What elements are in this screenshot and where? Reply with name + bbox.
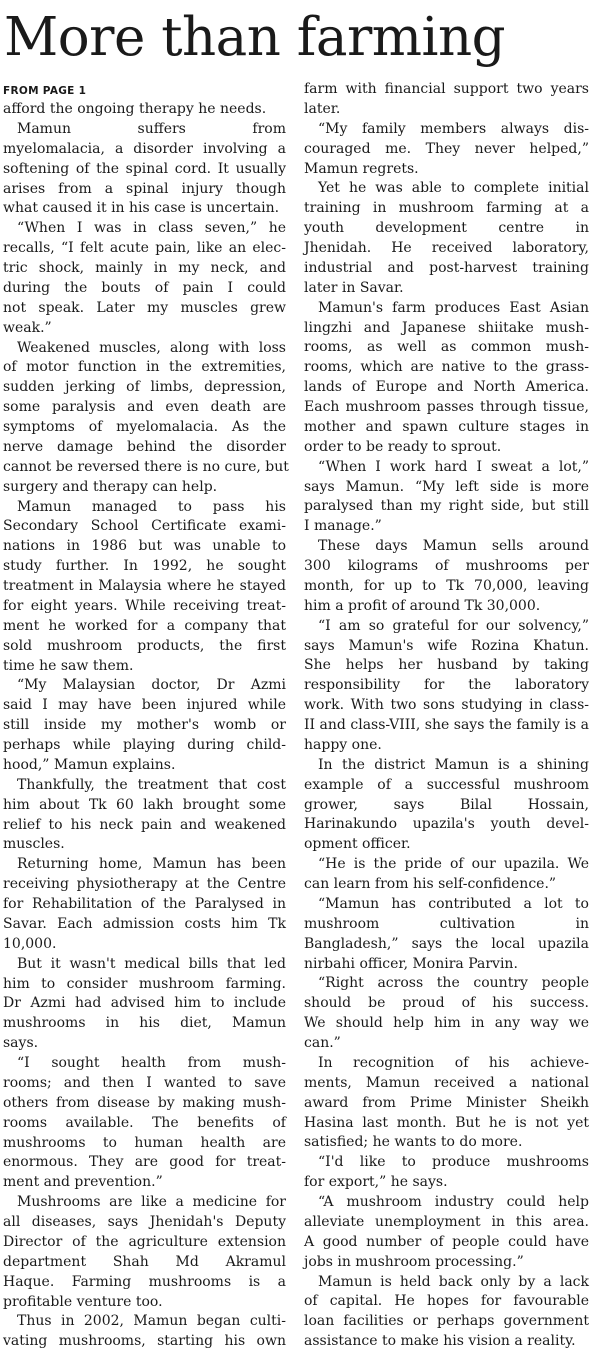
text-line: lands of Europe and North America. [304, 379, 589, 396]
text-line: grower, says Bilal Hossain, [304, 796, 589, 813]
text-line: Harinakundo upazila's youth devel- [304, 816, 589, 833]
text-line: “When I work hard I sweat a lot,” [318, 458, 589, 475]
text-line: sudden jerking of limbs, depression, [3, 379, 286, 396]
text-line: “He is the pride of our upazila. We [318, 856, 589, 873]
text-line: myelomalacia, a disorder involving a [3, 140, 286, 157]
text-line: surgery and therapy can help. [3, 478, 218, 495]
text-line: treatment in Malaysia where he stayed [3, 578, 286, 594]
text-line: paralysed than my right side, but still [304, 498, 589, 515]
text-line: enormous. They are good for treat- [3, 1154, 286, 1171]
text-line: In the district Mamun is a shining [318, 756, 589, 773]
text-line: Bangladesh,” says the local upazila [304, 935, 589, 952]
text-line: sold mushroom products, the first [3, 637, 286, 654]
text-line: what caused it in his case is uncertain. [3, 200, 280, 217]
text-line: Dr Azmi had advised him to include [3, 995, 286, 1012]
text-line: work. With two sons studying in class- [304, 697, 589, 714]
continuation-kicker: FROM PAGE 1 [3, 85, 87, 97]
text-line: opment officer. [304, 836, 411, 853]
text-line: Haque. Farming mushrooms is a [3, 1273, 286, 1290]
text-line: assistance to make his vision a reality. [304, 1333, 576, 1350]
text-line: perhaps while playing during child- [3, 737, 286, 753]
text-line: ment and prevention.” [3, 1174, 163, 1191]
text-line: “When I was in class seven,” he [17, 220, 286, 237]
text-line: him about Tk 60 lakh brought some [3, 796, 286, 813]
text-line: recalls, “I felt acute pain, like an elec- [3, 240, 286, 257]
text-line: Yet he was able to complete initial [318, 180, 589, 197]
text-line: softening of the spinal cord. It usually [3, 160, 286, 177]
text-line: for eight years. While receiving treat- [3, 597, 286, 614]
text-line: muscles. [3, 836, 65, 853]
text-line: said I may have been injured while [3, 697, 286, 714]
text-line: mushroom cultivation in [304, 915, 589, 932]
text-line: couraged me. They never helped,” [304, 140, 589, 157]
text-line: all diseases, says Jhenidah's Deputy [3, 1214, 286, 1230]
text-line: weak.” [3, 319, 52, 336]
text-line: But it wasn't medical bills that led [17, 955, 286, 972]
text-line: These days Mamun sells around [318, 538, 589, 555]
article-column-right [304, 80, 589, 1352]
text-line: responsibility for the laboratory [304, 677, 589, 694]
text-line: jobs in mushroom processing.” [304, 1253, 524, 1270]
text-line: for Rehabilitation of the Paralysed in [3, 896, 286, 912]
text-line: 10,000. [3, 935, 57, 952]
article-column-left [3, 80, 289, 1352]
text-line: mushrooms to human health are [3, 1134, 286, 1151]
text-line: month, for up to Tk 70,000, leaving [304, 577, 589, 594]
text-line: nations in 1986 but was unable to [3, 538, 286, 555]
text-line: others from disease by making mush- [3, 1094, 286, 1111]
text-line: some paralysis and even death are [3, 399, 286, 416]
text-line: award from Prime Minister Sheikh [304, 1094, 589, 1111]
text-line: arises from a spinal injury though [3, 180, 286, 197]
text-line: A good number of people could have [304, 1233, 589, 1250]
text-line: can.” [304, 1035, 341, 1051]
text-line: rooms, as well as common mush- [304, 339, 589, 356]
text-line: says Mamun. “My left side is more [304, 478, 589, 495]
text-line: industrial and post-harvest training [304, 259, 589, 276]
text-line: Director of the agriculture extension [3, 1233, 286, 1250]
text-line: afford the ongoing therapy he needs. [3, 101, 267, 117]
text-line: Thus in 2002, Mamun began culti- [17, 1313, 286, 1330]
text-line: hood,” Mamun explains. [3, 756, 176, 773]
text-line: example of a successful mushroom [304, 776, 589, 793]
text-line: youth development centre in [304, 220, 589, 237]
text-line: later. [304, 100, 341, 117]
text-line: In recognition of his achieve- [318, 1054, 589, 1071]
text-line: Secondary School Certificate exami- [3, 518, 286, 535]
text-line: later in Savar. [304, 279, 404, 296]
text-line: study further. In 1992, he sought [3, 558, 286, 575]
text-line: “I sought health from mush- [17, 1055, 286, 1071]
text-line: 300 kilograms of mushrooms per [304, 558, 589, 574]
text-line: receiving physiotherapy at the Centre [3, 876, 286, 893]
text-line: satisfied; he wants to do more. [304, 1134, 523, 1151]
text-line: can learn from his self-confidence.” [304, 876, 557, 892]
text-line: Returning home, Mamun has been [17, 856, 286, 873]
text-line: We should help him in any way we [304, 1015, 589, 1032]
text-line: “A mushroom industry could help [318, 1194, 589, 1210]
text-line: lingzhi and Japanese shiitake mush- [304, 319, 589, 336]
text-line: “My family members always dis- [318, 120, 589, 137]
text-line: Thankfully, the treatment that cost [17, 776, 286, 793]
text-line: order to be ready to sprout. [304, 438, 502, 455]
text-line: symptoms of myelomalacia. As the [3, 419, 286, 435]
text-line: “Right across the country people [318, 975, 589, 992]
text-line: Mushrooms are like a medicine for [17, 1194, 286, 1211]
text-line: mushrooms in his diet, Mamun [3, 1015, 286, 1032]
text-line: Jhenidah. He received laboratory, [304, 240, 589, 256]
text-line: “My Malaysian doctor, Dr Azmi [17, 677, 286, 694]
text-line: nirbahi officer, Monira Parvin. [304, 955, 518, 972]
text-line: of motor function in the extremities, [3, 359, 286, 376]
text-line: training in mushroom farming at a [304, 200, 589, 217]
text-line: ment he worked for a company that [3, 617, 286, 634]
text-line: department Shah Md Akramul [3, 1253, 286, 1270]
text-line: farm with financial support two years [304, 81, 589, 97]
text-line: rooms; and then I wanted to save [3, 1074, 286, 1091]
text-line: says Mamun's wife Rozina Khatun. [304, 637, 589, 654]
text-line: II and class-VIII, she says the family is a [304, 717, 589, 733]
text-line: still inside my mother's womb or [3, 717, 286, 734]
text-line: Mamun suffers from [17, 120, 286, 137]
text-line: “Mamun has contributed a lot to [318, 895, 589, 912]
text-line: “I'd like to produce mushrooms [318, 1154, 589, 1171]
text-line: cannot be reversed there is no cure, but [3, 458, 289, 475]
text-line: profitable venture too. [3, 1293, 163, 1310]
text-line: says. [3, 1035, 39, 1052]
text-line: him to consider mushroom farming. [3, 975, 286, 992]
text-line: should be proud of his success. [304, 995, 589, 1012]
text-line: of capital. He hopes for favourable [304, 1293, 589, 1310]
text-line: Mamun managed to pass his [17, 498, 286, 515]
text-line: nerve damage behind the disorder [3, 438, 286, 455]
text-line: Hasina last month. But he is not yet [304, 1114, 589, 1131]
text-line: Savar. Each admission costs him Tk [3, 915, 286, 932]
text-line: Mamun's farm produces East Asian [318, 299, 589, 316]
text-line: happy one. [304, 736, 382, 753]
text-line: Mamun is held back only by a lack [318, 1273, 589, 1290]
text-line: rooms, which are native to the grass- [304, 359, 589, 376]
text-line: relief to his neck pain and weakened [3, 816, 286, 833]
text-line: vating mushrooms, starting his own [3, 1333, 286, 1350]
column-lines [304, 80, 589, 1352]
text-line: him a profit of around Tk 30,000. [304, 597, 541, 614]
text-line: ments, Mamun received a national [304, 1074, 589, 1091]
text-line: She helps her husband by taking [304, 657, 589, 674]
text-line: loan facilities or perhaps government [304, 1313, 589, 1330]
text-line: I manage.” [304, 518, 382, 535]
text-line: rooms available. The benefits of [3, 1114, 286, 1131]
text-line: not speak. Later my muscles grew [3, 299, 286, 316]
text-line: Mamun regrets. [304, 160, 419, 177]
text-line: tric shock, mainly in my neck, and [3, 260, 286, 276]
text-line: Each mushroom passes through tissue, [304, 399, 589, 415]
text-line: “I am so grateful for our solvency,” [318, 617, 589, 634]
text-line: mother and spawn culture stages in [304, 418, 589, 435]
text-line: during the bouts of pain I could [3, 279, 286, 296]
headline: More than farming [4, 7, 506, 68]
text-line: for export,” he says. [304, 1174, 448, 1191]
text-line: Weakened muscles, along with loss [17, 339, 286, 356]
column-lines [3, 100, 289, 1352]
text-line: alleviate unemployment in this area. [304, 1213, 589, 1230]
text-line: time he saw them. [3, 657, 134, 674]
